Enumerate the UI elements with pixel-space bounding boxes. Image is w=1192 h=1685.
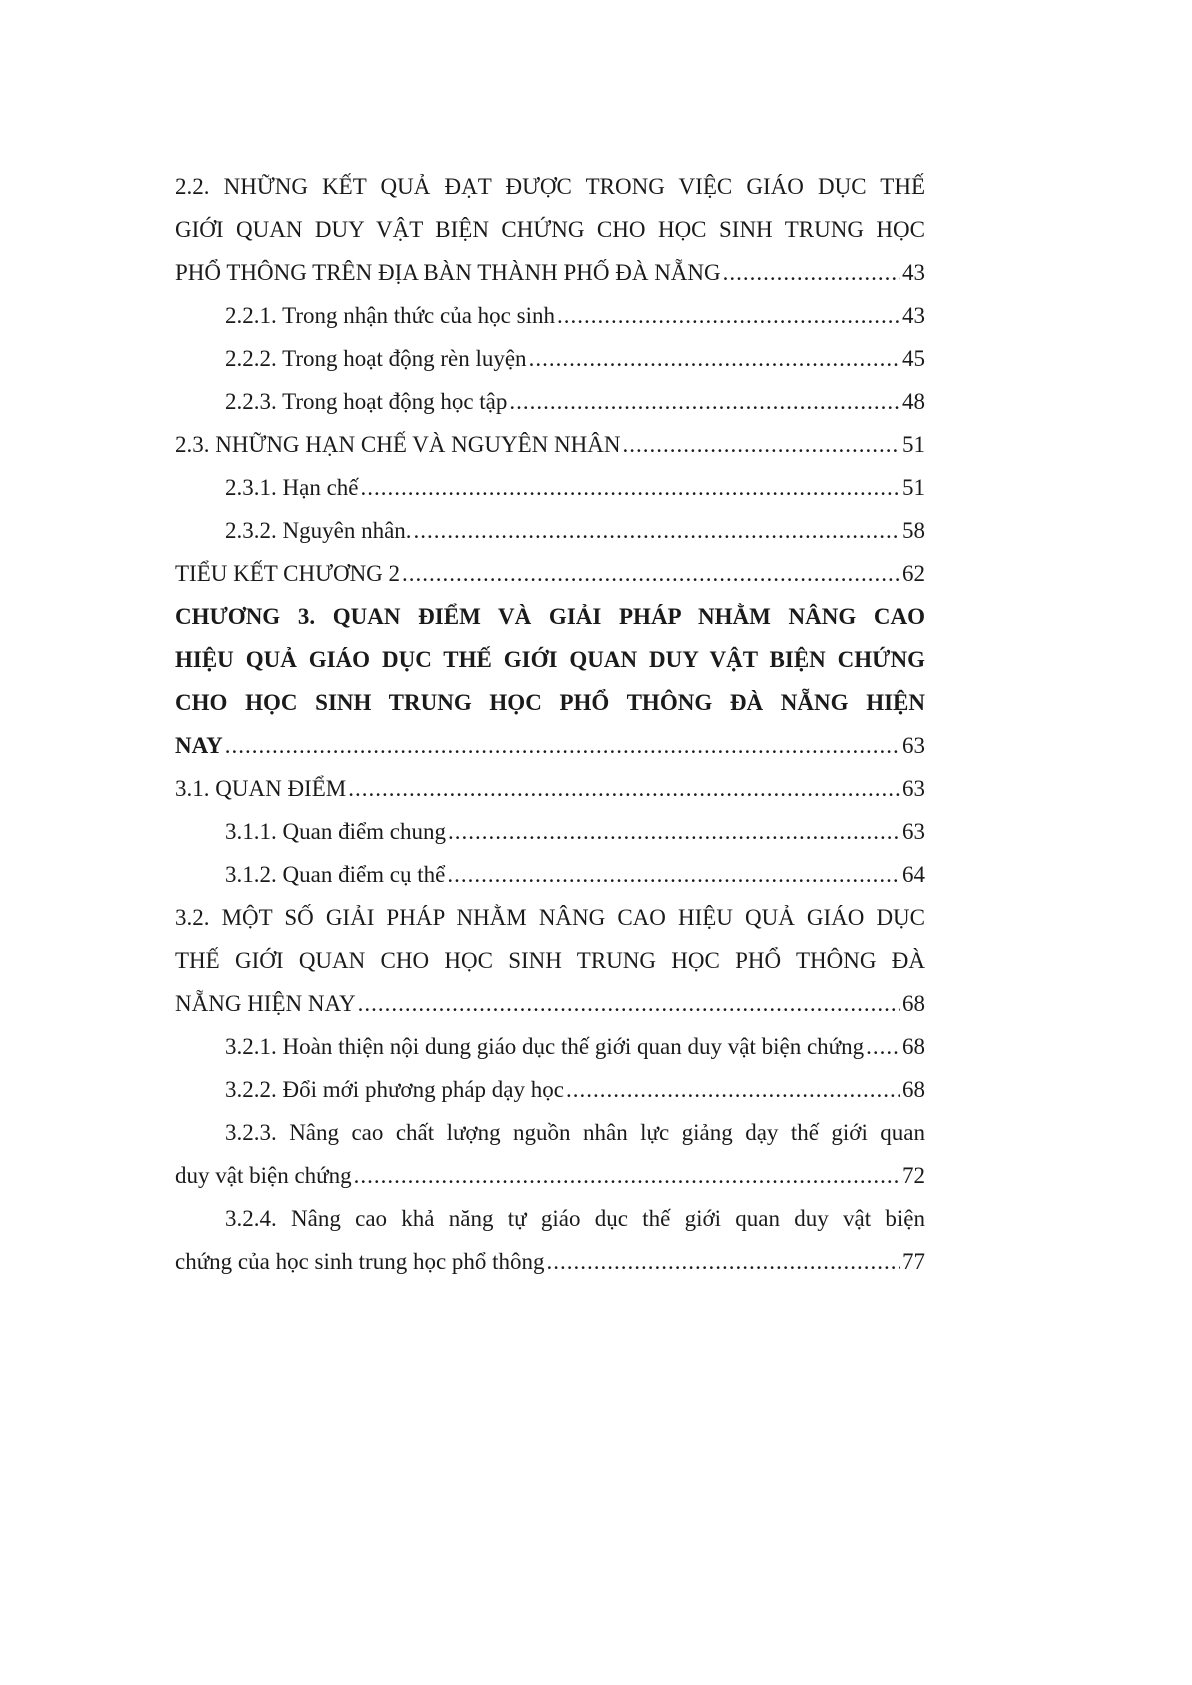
dot-leader <box>448 810 900 853</box>
page-number: 43 <box>902 260 925 285</box>
toc-entry-title: 3.1.1. Quan điểm chung <box>225 819 447 844</box>
page-number: 63 <box>902 776 925 801</box>
toc-entry-2-3-2 <box>175 509 925 552</box>
page-number: 43 <box>902 303 925 328</box>
dot-leader <box>348 767 900 810</box>
toc-entry-title: 2.2.2. Trong hoạt động rèn luyện <box>225 346 527 371</box>
page-number: 51 <box>902 475 925 500</box>
toc-entry-chapter-2-summary <box>175 552 925 595</box>
toc-entry-title: 2.3.2. Nguyên nhân. <box>225 518 412 543</box>
dot-leader <box>622 423 900 466</box>
toc-line: CHƯƠNG 3. QUAN ĐIỂM VÀ GIẢI PHÁP NHẰM NÂNG CAO <box>175 604 925 629</box>
toc-line: 3.2. MỘT SỐ GIẢI PHÁP NHẰM NÂNG CAO HIỆU QUẢ GIÁO DỤC <box>175 905 925 930</box>
dot-leader <box>358 982 900 1025</box>
toc-entry-title: chứng của học sinh trung học phổ thông <box>175 1249 545 1274</box>
toc-line <box>175 982 925 1025</box>
toc-line: GIỚI QUAN DUY VẬT BIỆN CHỨNG CHO HỌC SINH TRUNG HỌC <box>175 217 925 242</box>
toc-entry-title: duy vật biện chứng <box>175 1163 352 1188</box>
page-number: 58 <box>902 518 925 543</box>
toc-line: 3.2.3. Nâng cao chất lượng nguồn nhân lực giảng dạy thế giới quan <box>225 1120 925 1145</box>
toc-entry-title: 2.2.1. Trong nhận thức của học sinh <box>225 303 555 328</box>
toc-line <box>175 1240 925 1283</box>
toc-entry-2-3 <box>175 423 925 466</box>
toc-line: THẾ GIỚI QUAN CHO HỌC SINH TRUNG HỌC PHỔ THÔNG ĐÀ <box>175 948 925 973</box>
toc-line <box>175 1154 925 1197</box>
toc-line <box>175 251 925 294</box>
dot-leader <box>509 380 900 423</box>
toc-line: HIỆU QUẢ GIÁO DỤC THẾ GIỚI QUAN DUY VẬT BIỆN CHỨNG <box>175 647 925 672</box>
dot-leader <box>529 337 900 380</box>
toc-entry-3-2-2 <box>175 1068 925 1111</box>
page-number: 68 <box>902 1034 925 1059</box>
dot-leader <box>414 509 900 552</box>
page-number: 62 <box>902 561 925 586</box>
page-number: 77 <box>902 1249 925 1274</box>
page-number: 48 <box>902 389 925 414</box>
page-number: 64 <box>902 862 925 887</box>
toc-entry-3-1-1 <box>175 810 925 853</box>
toc-entry-title: 2.3. NHỮNG HẠN CHẾ VÀ NGUYÊN NHÂN <box>175 432 621 457</box>
toc-line <box>175 724 925 767</box>
toc-entry-title: NẴNG HIỆN NAY <box>175 991 356 1016</box>
page-number: 63 <box>902 819 925 844</box>
dot-leader <box>447 853 900 896</box>
toc-entry-title: 2.2.3. Trong hoạt động học tập <box>225 389 508 414</box>
toc-entry-title: 3.1.2. Quan điểm cụ thể <box>225 862 446 887</box>
dot-leader <box>547 1240 900 1283</box>
toc-entry-3-1 <box>175 767 925 810</box>
page-number: 45 <box>902 346 925 371</box>
page-number: 68 <box>902 991 925 1016</box>
toc-entry-2-2-2 <box>175 337 925 380</box>
toc-entry-title: TIỂU KẾT CHƯƠNG 2 <box>175 561 401 586</box>
dot-leader <box>361 466 901 509</box>
page-number: 63 <box>902 733 925 758</box>
toc-entry-title: 3.2.2. Đổi mới phương pháp dạy học <box>225 1077 564 1102</box>
toc-entry-title: 3.1. QUAN ĐIỂM <box>175 776 347 801</box>
toc-entry-2-2-1 <box>175 294 925 337</box>
toc-line: CHO HỌC SINH TRUNG HỌC PHỔ THÔNG ĐÀ NẴNG HIỆN <box>175 690 925 715</box>
table-of-contents <box>175 165 925 1283</box>
toc-entry-title: PHỔ THÔNG TRÊN ĐỊA BÀN THÀNH PHỐ ĐÀ NẴNG <box>175 260 721 285</box>
toc-entry-3-2-4 <box>175 1197 925 1283</box>
toc-line: 2.2. NHỮNG KẾT QUẢ ĐẠT ĐƯỢC TRONG VIỆC GIÁO DỤC THẾ <box>175 174 925 199</box>
dot-leader <box>354 1154 900 1197</box>
toc-entry-title: NAY <box>175 733 223 758</box>
toc-entry-3-2-3 <box>175 1111 925 1197</box>
page-number: 51 <box>902 432 925 457</box>
dot-leader <box>225 724 900 767</box>
toc-entry-3-1-2 <box>175 853 925 896</box>
toc-entry-title: 3.2.1. Hoàn thiện nội dung giáo dục thế giới quan duy vật biện chứng <box>225 1034 865 1059</box>
toc-entry-title: 2.3.1. Hạn chế <box>225 475 359 500</box>
toc-entry-3-2-1 <box>175 1025 925 1068</box>
toc-entry-2-2 <box>175 165 925 294</box>
dot-leader <box>723 251 900 294</box>
toc-entry-chapter-3 <box>175 595 925 767</box>
toc-line: 3.2.4. Nâng cao khả năng tự giáo dục thế giới quan duy vật biện <box>225 1206 925 1231</box>
toc-entry-2-3-1 <box>175 466 925 509</box>
dot-leader <box>557 294 900 337</box>
dot-leader <box>402 552 900 595</box>
page-number: 72 <box>902 1163 925 1188</box>
page-number: 68 <box>902 1077 925 1102</box>
dot-leader <box>566 1068 900 1111</box>
dot-leader <box>866 1025 900 1068</box>
toc-entry-2-2-3 <box>175 380 925 423</box>
toc-entry-3-2 <box>175 896 925 1025</box>
